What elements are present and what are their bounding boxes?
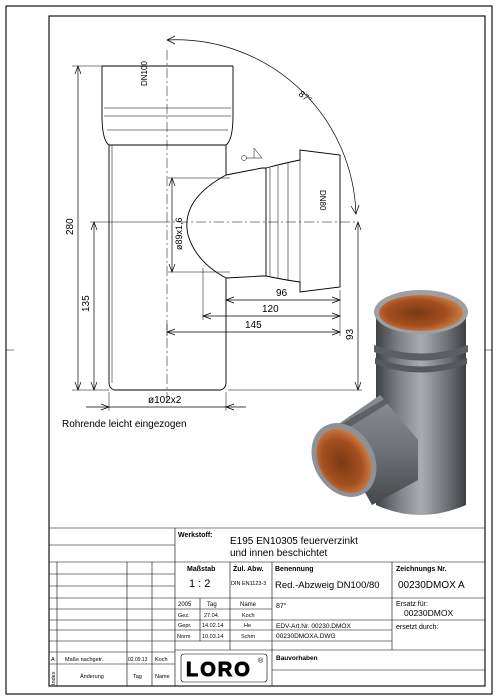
tag-label: Tag: [133, 674, 142, 680]
rev-index: A: [51, 657, 55, 663]
row-norm-name: Schm: [241, 634, 256, 640]
zeichnungs-nr-label: Zeichnungs Nr.: [396, 566, 447, 573]
col-name: Name: [240, 602, 257, 608]
rev-text: Maße nachgetr.: [65, 657, 104, 663]
benennung-value: Red.-Abzweig DN100/80: [275, 580, 380, 591]
dim-branch-diameter: ø89x1,6: [174, 217, 184, 250]
row-gez-name: Koch: [242, 613, 255, 619]
dim-145: 145: [245, 320, 262, 331]
dwg-file: 00230DMOXA.DWG: [276, 633, 336, 640]
note-pipe-end: Rohrende leicht eingezogen: [62, 419, 187, 430]
werkstoff-label: Werkstoff:: [178, 532, 213, 539]
zeichnungs-nr-value: 00230DMOX A: [398, 580, 465, 591]
massstab-label: Maßstab: [187, 566, 216, 573]
angle-value: 87°: [276, 603, 287, 610]
ersatz-fuer-value: 00230DMOX: [404, 608, 454, 618]
massstab-value: 1 : 2: [189, 578, 211, 590]
benennung-label: Benennung: [275, 566, 314, 573]
rev-date: 02.09.13: [128, 657, 148, 663]
year: 2005: [178, 602, 192, 608]
zul-abw-label: Zul. Abw.: [233, 566, 264, 573]
col-tag: Tag: [207, 602, 217, 608]
edv-art-nr: EDV-Art.Nr. 00230.DMOX: [276, 623, 351, 630]
loro-logo: LORO: [186, 659, 252, 681]
angle-label: 87°: [296, 88, 314, 105]
row-gez: Gez.: [178, 613, 190, 619]
dim-280: 280: [65, 218, 76, 235]
index-label: Index: [51, 671, 57, 685]
werkstoff-line2: und innen beschichtet: [230, 548, 328, 559]
bauvorhaben-label: Bauvorhaben: [276, 655, 318, 662]
aenderung-label: Änderung: [80, 674, 104, 680]
rev-name: Koch: [155, 657, 168, 663]
ersatz-fuer-label: Ersatz für:: [396, 601, 428, 608]
dim-main-diameter: ø102x2: [148, 395, 182, 406]
loro-logo-registered: ®: [258, 658, 264, 665]
name-label: Name: [155, 674, 170, 680]
ersetzt-durch-label: ersetzt durch:: [396, 624, 439, 631]
dim-96: 96: [276, 288, 288, 299]
dimensions: [72, 66, 362, 411]
label-dn80: DN80: [318, 190, 327, 211]
werkstoff-line1: E195 EN10305 feuerverzinkt: [230, 536, 358, 547]
row-gepr-tag: 14.02.14: [202, 623, 224, 629]
row-gez-tag: 27.04.: [204, 613, 220, 619]
dim-120: 120: [262, 304, 279, 315]
row-norm-tag: 10.03.14: [202, 634, 224, 640]
row-gepr: Gepr.: [178, 623, 192, 629]
row-gepr-name: He: [244, 623, 252, 629]
label-dn100: DN100: [140, 61, 149, 86]
dim-93: 93: [345, 328, 356, 340]
row-norm: Norm: [177, 634, 191, 640]
dim-135: 135: [81, 295, 92, 312]
zul-abw-value: DIN EN1123-3: [231, 581, 267, 587]
tee-drawing: [102, 36, 359, 405]
tee-3d-render: [299, 290, 468, 515]
